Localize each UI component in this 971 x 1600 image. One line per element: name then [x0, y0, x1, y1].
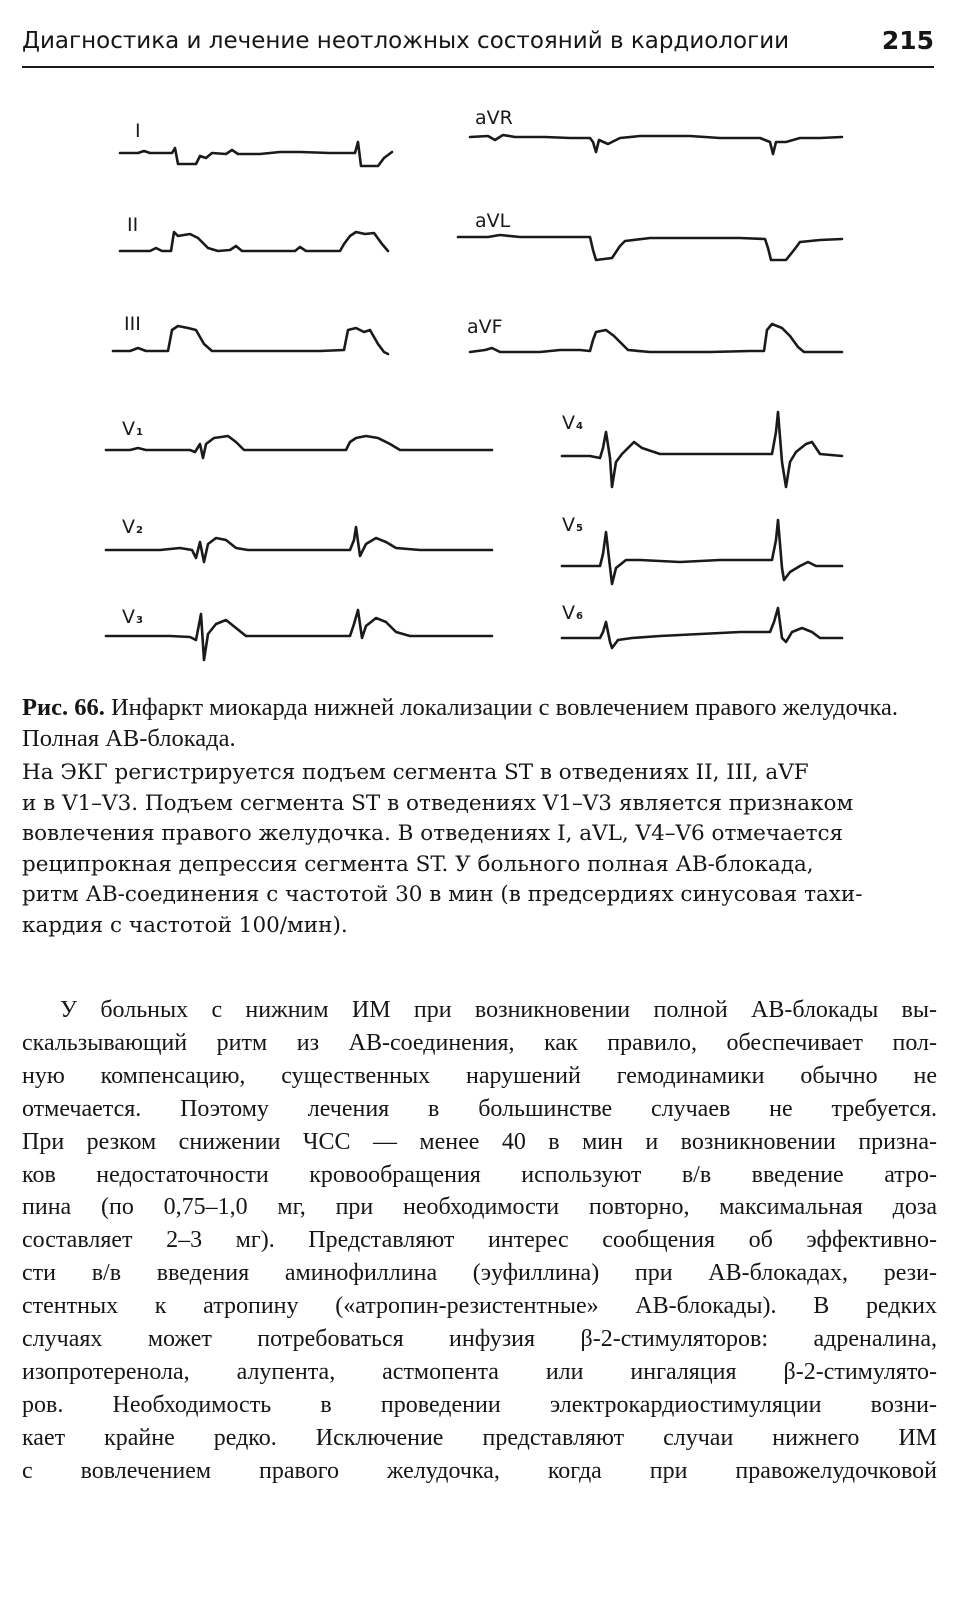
ecg-trace-II [120, 232, 388, 251]
description-line: и в V1–V3. Подъем сегмента ST в отведениях V1–V3 является признаком [22, 790, 854, 816]
ecg-trace-V3 [106, 606, 492, 660]
body-line: пина (по 0,75–1,0 мг, при необходимости повторно, максимальная доза [22, 1194, 937, 1221]
ecg-traces [0, 92, 971, 682]
lead-label-aVR: aVR [475, 107, 513, 129]
body-line: с вовлечением правого желудочка, когда при правожелудочковой [22, 1457, 937, 1484]
body-paragraph [22, 994, 937, 1488]
body-line: изопротеренола, алупента, астмопента или ингаляция β-2-стимулято- [22, 1358, 937, 1385]
body-line: кает крайне редко. Исключение представляют случаи нижнего ИМ [22, 1424, 937, 1451]
body-line: ную компенсацию, существенных нарушений гемодинамики обычно не [22, 1062, 937, 1089]
ecg-trace-III [113, 326, 388, 354]
caption-text: Инфаркт миокарда нижней локализации с вовлечением правого желудочка. Полная АВ-блокада. [22, 694, 899, 752]
lead-label-V6: V6 [562, 602, 583, 624]
description-line: реципрокная депрессия сегмента ST. У больного полная АВ-блокада, [22, 851, 814, 877]
lead-label-V5: V5 [562, 514, 583, 536]
ecg-trace-I [120, 142, 392, 166]
ecg-figure [0, 92, 971, 682]
figure-description [22, 758, 937, 942]
lead-label-aVL: aVL [475, 210, 511, 232]
ecg-trace-V4 [562, 412, 842, 487]
ecg-trace-aVR [470, 135, 842, 154]
description-line: вовлечения правого желудочка. В отведениях I, aVL, V4–V6 отмечается [22, 821, 844, 847]
ecg-trace-V2 [106, 527, 492, 562]
lead-label-V2: V2 [122, 516, 143, 538]
page-number: 215 [881, 26, 934, 55]
running-head [22, 26, 934, 68]
lead-label-III: III [124, 313, 141, 335]
description-line: ритм АВ-соединения с частотой 30 в мин (в предсердиях синусовая тахи- [22, 882, 863, 908]
ecg-trace-V6 [562, 608, 842, 648]
body-line: У больных с нижним ИМ при возникновении полной АВ-блокады вы- [60, 997, 937, 1023]
ecg-trace-aVF [470, 324, 842, 352]
body-line: При резком снижении ЧСС — менее 40 в мин и возникновении призна- [22, 1128, 937, 1155]
running-head-title: Диагностика и лечение неотложных состояний в кардиологии [22, 28, 790, 54]
ecg-trace-V1 [106, 436, 492, 458]
ecg-trace-aVL [458, 235, 842, 260]
body-line: скальзывающий ритм из АВ-соединения, как правило, обеспечивает пол- [22, 1029, 937, 1056]
lead-label-V1: V1 [122, 418, 143, 440]
body-line: ров. Необходимость в проведении электрокардиостимуляции возни- [22, 1391, 937, 1418]
body-line: случаях может потребоваться инфузия β-2-стимуляторов: адреналина, [22, 1326, 937, 1353]
body-line: составляет 2–3 мг). Представляют интерес сообщения об эффективно- [22, 1227, 937, 1254]
description-line: На ЭКГ регистрируется подъем сегмента ST в отведениях II, III, aVF [22, 760, 809, 785]
body-line: сти в/в введения аминофиллина (эуфиллина) при АВ-блокадах, рези- [22, 1260, 937, 1287]
caption-prefix: Рис. 66. [22, 694, 105, 721]
figure-caption [22, 692, 937, 754]
body-line: отмечается. Поэтому лечения в большинстве случаев не требуется. [22, 1095, 937, 1122]
lead-label-aVF: aVF [467, 316, 503, 338]
description-line: кардия с частотой 100/мин). [22, 912, 348, 938]
lead-label-V4: V4 [562, 412, 583, 434]
body-line: ков недостаточности кровообращения используют в/в введение атро- [22, 1161, 937, 1188]
lead-label-II: II [127, 214, 139, 236]
lead-label-V3: V3 [122, 606, 143, 628]
ecg-trace-V5 [562, 520, 842, 584]
lead-label-I: I [135, 120, 141, 142]
body-line: стентных к атропину («атропин-резистентные» АВ-блокады). В редких [22, 1293, 937, 1320]
